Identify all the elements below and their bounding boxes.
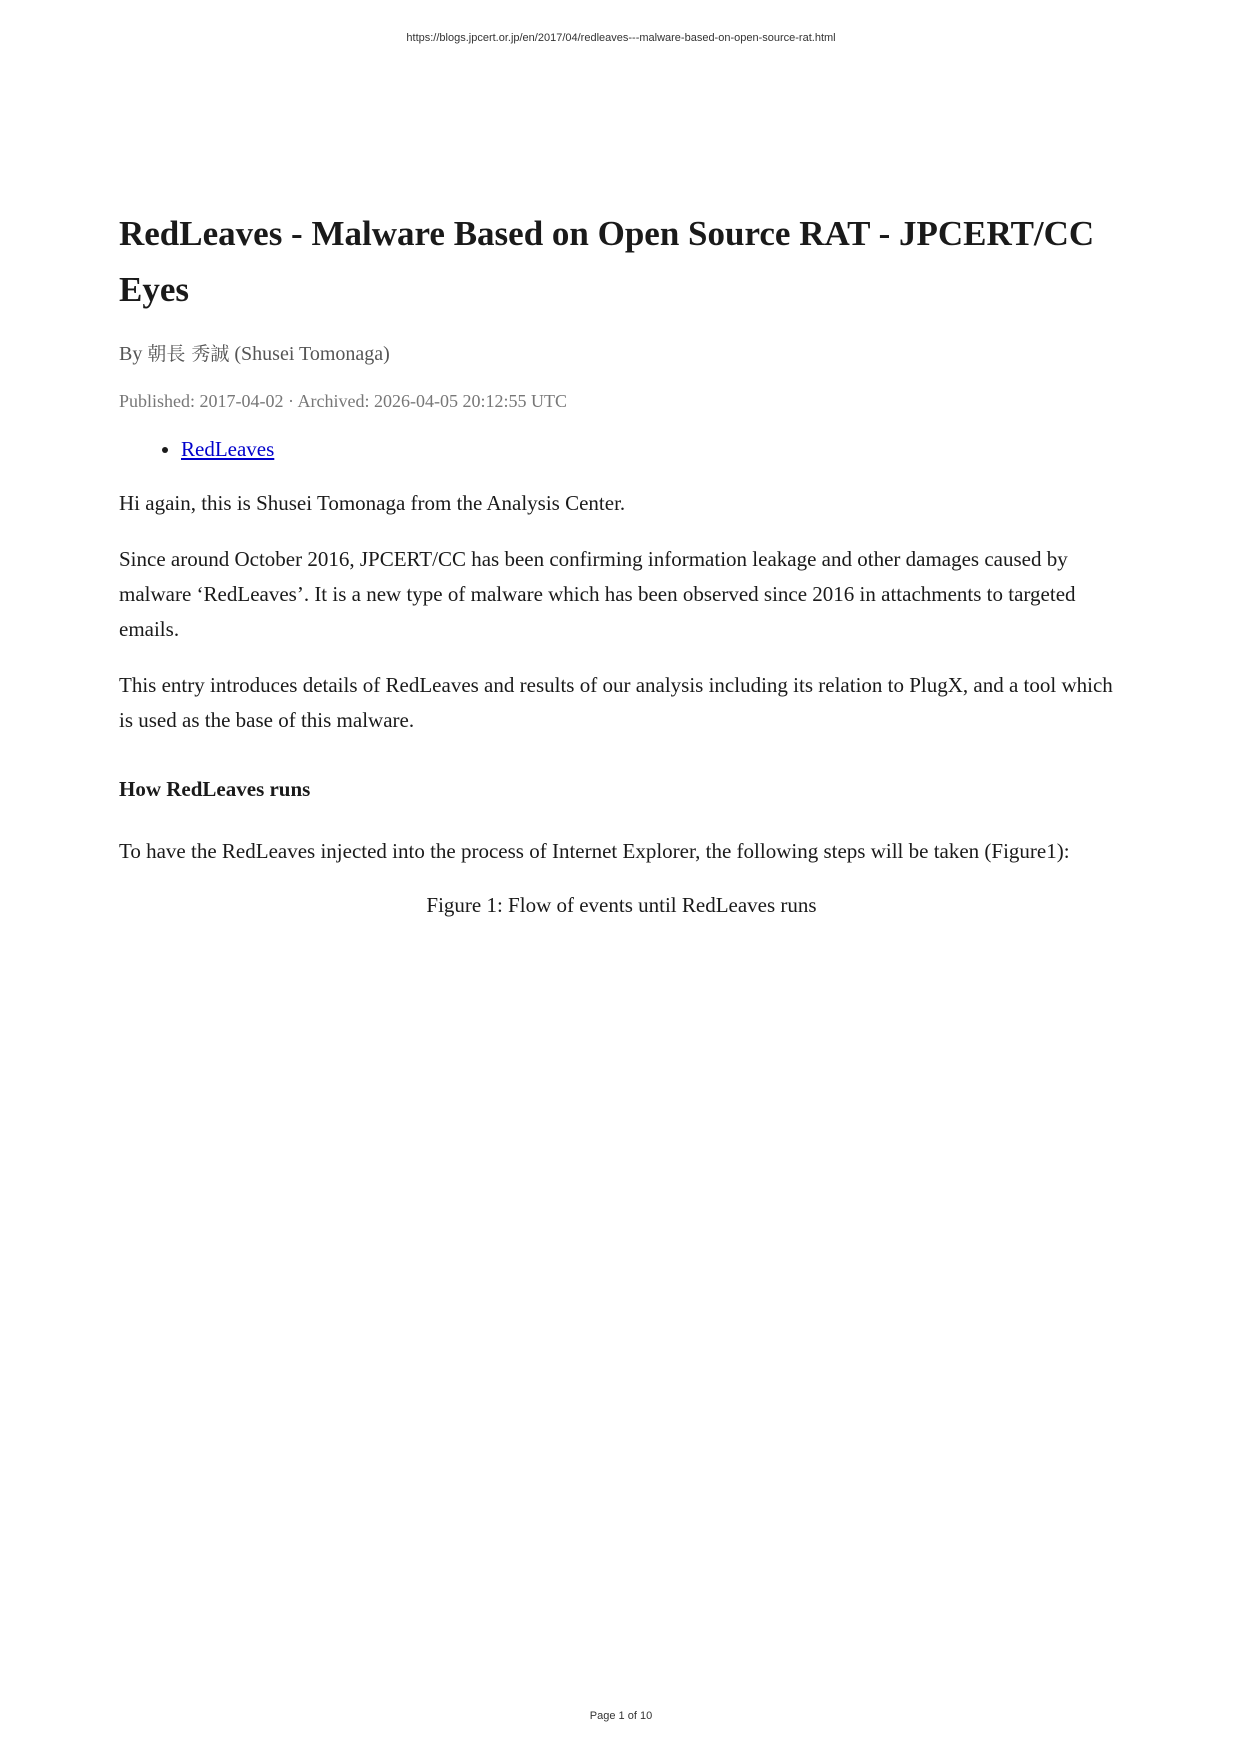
page-url-header: https://blogs.jpcert.or.jp/en/2017/04/redleaves---malware-based-on-open-source-rat.html xyxy=(406,32,836,44)
article xyxy=(119,206,1124,921)
section-paragraph: To have the RedLeaves injected into the process of Internet Explorer, the following steps will be taken (Figure1): xyxy=(119,839,1070,863)
author-name-japanese: 朝長 秀誠 xyxy=(147,343,230,365)
byline xyxy=(119,340,1124,368)
tag-list xyxy=(119,434,1124,464)
page-number: Page 1 of 10 xyxy=(589,1710,653,1722)
tag-item xyxy=(181,434,1124,464)
section-heading: How RedLeaves runs xyxy=(119,777,311,801)
tag-link-redleaves[interactable]: RedLeaves xyxy=(181,437,275,461)
publish-info: Published: 2017-04-02 · Archived: 2026-04-05 20:12:55 UTC xyxy=(119,391,567,411)
article-title: RedLeaves - Malware Based on Open Source RAT - JPCERT/CC Eyes xyxy=(119,214,1095,309)
body-paragraph: Since around October 2016, JPCERT/CC has been confirming information leakage and other damages caused by malware ‘RedLeaves’. It is a new type of malware which has been observed since 2016 in attachments to targeted emails. xyxy=(119,547,1076,641)
body-paragraph: This entry introduces details of RedLeaves and results of our analysis including its relation to PlugX, and a tool which is used as the base of this malware. xyxy=(119,673,1113,732)
intro-paragraph: Hi again, this is Shusei Tomonaga from the Analysis Center. xyxy=(119,491,626,515)
author-name-english: (Shusei Tomonaga) xyxy=(234,343,390,365)
figure-caption: Figure 1: Flow of events until RedLeaves runs xyxy=(426,893,817,917)
byline-prefix: By xyxy=(119,343,143,365)
